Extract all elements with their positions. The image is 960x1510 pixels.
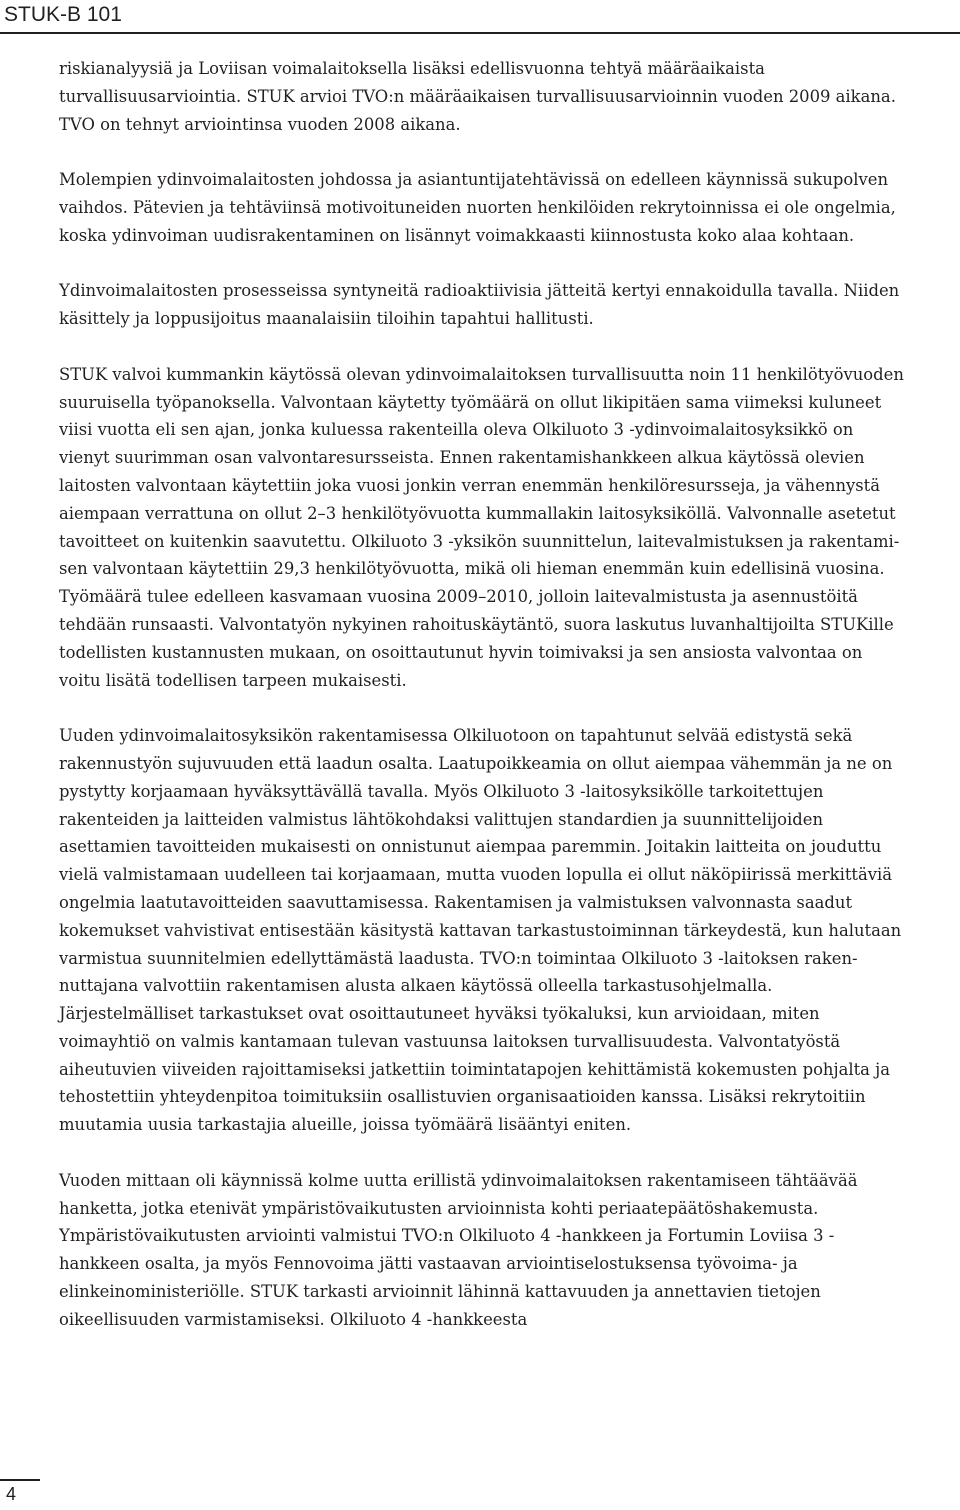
report-series-title: STUK-B 101 [4, 3, 122, 26]
paragraph-1: riskianalyysiä ja Loviisan voimalaitoksella lisäksi edellisvuonna tehtyä määräaikaista turvallisuusarviointia. STUK arvioi TVO:n määräaikaisen turvallisuusarvioinnin vuoden 2009 aikana. TVO on tehnyt arviointinsa vuoden 2008 aikana. [59, 59, 896, 134]
page-number: 4 [6, 1484, 17, 1504]
paragraph-4: STUK valvoi kummankin käytössä olevan ydinvoimalaitoksen turvallisuutta noin 11 henkilötyövuoden suuruisella työpanoksella. Valvontaan käytetty työmäärä on ollut likipitäen sama viimeksi kuluneet viisi vuotta eli sen ajan, jonka kuluessa rakenteilla oleva Olkiluoto 3 -ydinvoimalaitosyksikkö on vienyt suurimman osan valvontaresursseista. Ennen rakentamishankkeen alkua käytössä olevien laitosten valvontaan käytettiin joka vuosi jonkin verran enemmän henkilöresursseja, ja vähennystä aiempaan verrattuna on ollut 2–3 henkilötyövuotta kummallakin laitosyksiköllä. Valvonnalle asetetut tavoitteet on kuitenkin saavutettu. Olkiluoto 3 -yksikön suunnittelun, laitevalmistuksen ja rakentamisen valvontaan käytettiin 29,3 henkilötyövuotta, mikä oli hieman enemmän kuin edellisinä vuosina. Työmäärä tulee edelleen kasvamaan vuosina 2009–2010, jolloin laitevalmistusta ja asennustöitä tehdään runsaasti. Valvontatyön nykyinen rahoituskäytäntö, suora laskutus luvanhaltijoilta STUKille todellisten kustannusten mukaan, on osoittautunut hyvin toimivaksi ja sen ansiosta valvontaa on voitu lisätä todellisen tarpeen mukaisesti. [59, 364, 904, 690]
page-header [0, 0, 960, 36]
body-text [59, 55, 904, 1361]
paragraph-3: Ydinvoimalaitosten prosesseissa syntyneitä radioaktiivisia jätteitä kertyi ennakoidulla tavalla. Niiden käsittely ja loppusijoitus maanalaisiin tiloihin tapahtui hallitusti. [59, 281, 900, 329]
header-divider [0, 32, 960, 34]
footer-divider [0, 1479, 40, 1481]
paragraph-6: Vuoden mittaan oli käynnissä kolme uutta erillistä ydinvoimalaitoksen rakentamiseen tähtäävää hanketta, jotka etenivät ympäristövaikutusten arvioinnista kohti periaatepäätöshakemusta. Ympäristövaikutusten arviointi valmistui TVO:n Olkiluoto 4 -hankkeen ja Fortumin Loviisa 3 -hankkeen osalta, ja myös Fennovoima jätti vastaavan arviointiselostuksensa työvoima- ja elinkeinoministeriölle. STUK tarkasti arvioinnit lähinnä kattavuuden ja annettavien tietojen oikeellisuuden varmistamiseksi. Olkiluoto 4 -hankkeesta [59, 1170, 858, 1329]
paragraph-2: Molempien ydinvoimalaitosten johdossa ja asiantuntijatehtävissä on edelleen käynnissä sukupolven vaihdos. Pätevien ja tehtäviinsä motivoituneiden nuorten henkilöiden rekrytoinnissa ei ole ongelmia, koska ydinvoiman uudisrakentaminen on lisännyt voimakkaasti kiinnostusta koko alaa kohtaan. [59, 170, 896, 245]
paragraph-5: Uuden ydinvoimalaitosyksikön rakentamisessa Olkiluotoon on tapahtunut selvää edistystä sekä rakennustyön sujuvuuden että laadun osalta. Laatupoikkeamia on ollut aiempaa vähemmän ja ne on pystytty korjaamaan hyväksyttävällä tavalla. Myös Olkiluoto 3 -laitosyksikölle tarkoitettujen rakenteiden ja laitteiden valmistus lähtökohdaksi valittujen standardien ja suunnittelijoiden asettamien tavoitteiden mukaisesti on onnistunut aiempaa paremmin. Joitakin laitteita on jouduttu vielä valmistamaan uudelleen tai korjaamaan, mutta vuoden lopulla ei ollut näköpiirissä merkittäviä ongelmia laatutavoitteiden saavuttamisessa. Rakentamisen ja valmistuksen valvonnasta saadut kokemukset vahvistivat entisestään käsitystä kattavan tarkastustoiminnan tärkeydestä, kun halutaan varmistua suunnitelmien edellyttämästä laadusta. TVO:n toimintaa Olkiluoto 3 -laitoksen rakennuttajana valvottiin rakentamisen alusta alkaen käytössä olleella tarkastusohjelmalla. Järjestelmälliset tarkastukset ovat osoittautuneet hyväksi työkaluksi, kun arvioidaan, miten voimayhtiö on valmis kantamaan tulevan vastuunsa laitoksen turvallisuudesta. Valvontatyöstä aiheutuvien viiveiden rajoittamiseksi jatkettiin toimintatapojen kehittämistä kokemusten pohjalta ja tehostettiin yhteydenpitoa toimituksiin osallistuvien organisaatioiden kanssa. Lisäksi rekrytoitiin muutamia uusia tarkastajia alueille, joissa työmäärä lisääntyi eniten. [59, 726, 902, 1135]
